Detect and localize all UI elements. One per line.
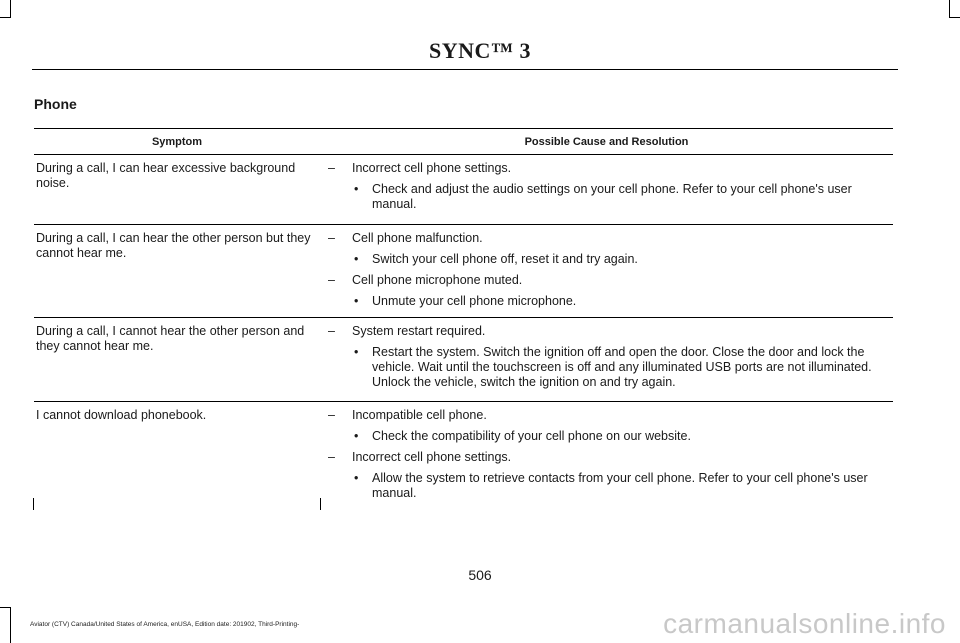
dash-marker: – xyxy=(328,161,335,175)
symptom-cell: During a call, I can hear the other person but they cannot hear me. xyxy=(36,231,311,260)
cause-text: System restart required. xyxy=(352,324,486,338)
resolution-item xyxy=(328,471,891,501)
resolution-text: Check and adjust the audio settings on your cell phone. Refer to your cell phone's user manual. xyxy=(372,182,852,211)
table-column-divider xyxy=(320,498,321,510)
watermark-logo: carmanualsonline.info xyxy=(663,608,946,639)
resolution-text: Allow the system to retrieve contacts from your cell phone. Refer to your cell phone's user manual. xyxy=(372,471,868,500)
page-header-title: SYNC™ 3 xyxy=(429,38,531,63)
bullet-marker: • xyxy=(354,471,359,485)
resolution-text: Check the compatibility of your cell phone on our website. xyxy=(372,429,691,443)
cause-item xyxy=(328,408,891,423)
dash-marker: – xyxy=(328,408,335,422)
cause-text: Incorrect cell phone settings. xyxy=(352,450,512,464)
dash-marker: – xyxy=(328,273,335,287)
column-header-cause: Possible Cause and Resolution xyxy=(524,135,689,148)
dash-marker: – xyxy=(328,324,335,338)
cause-text: Cell phone microphone muted. xyxy=(352,273,523,287)
resolution-item xyxy=(328,252,891,267)
crop-mark-top-right-v xyxy=(949,0,950,18)
resolution-text: Unmute your cell phone microphone. xyxy=(372,294,577,308)
bullet-marker: • xyxy=(354,345,359,359)
table-row xyxy=(34,155,893,225)
cause-text: Incompatible cell phone. xyxy=(352,408,487,422)
resolution-item xyxy=(328,182,891,212)
dash-marker: – xyxy=(328,450,335,464)
crop-mark-bottom-left-v xyxy=(10,607,11,643)
resolution-item xyxy=(328,345,891,390)
dash-marker: – xyxy=(328,231,335,245)
cause-text: Incorrect cell phone settings. xyxy=(352,161,512,175)
cause-item xyxy=(328,161,891,176)
section-title: Phone xyxy=(34,96,77,112)
cause-item xyxy=(328,273,891,288)
crop-mark-bottom-left-h xyxy=(0,607,11,608)
cause-cell xyxy=(320,402,893,502)
resolution-item xyxy=(328,294,891,309)
symptom-cell: I cannot download phonebook. xyxy=(36,408,207,422)
crop-mark-top-left-h xyxy=(0,17,11,18)
resolution-text: Switch your cell phone off, reset it and try again. xyxy=(372,252,638,266)
cause-cell xyxy=(320,318,893,401)
bullet-marker: • xyxy=(354,294,359,308)
bullet-marker: • xyxy=(354,429,359,443)
resolution-text: Restart the system. Switch the ignition off and open the door. Close the door and lock the vehicle. Wait until the touchscreen is off and any illuminated USB ports are not illuminated. Unlock the vehicle, switch the ignition on and try again. xyxy=(372,345,872,389)
bullet-marker: • xyxy=(354,182,359,196)
table-row xyxy=(34,402,893,502)
resolution-item xyxy=(328,429,891,444)
troubleshooting-table xyxy=(34,128,893,502)
table-row xyxy=(34,225,893,318)
footer-edition-text: Aviator (CTV) Canada/United States of America, enUSA, Edition date: 201902, Third-Printing- xyxy=(30,621,300,628)
cause-cell xyxy=(320,225,893,317)
bullet-marker: • xyxy=(354,252,359,266)
cause-text: Cell phone malfunction. xyxy=(352,231,483,245)
cause-item xyxy=(328,324,891,339)
table-header xyxy=(34,128,893,155)
column-header-symptom: Symptom xyxy=(151,135,203,148)
header-rule xyxy=(32,69,898,70)
symptom-cell: During a call, I cannot hear the other person and they cannot hear me. xyxy=(36,324,305,353)
table-left-border xyxy=(33,498,34,510)
cause-item xyxy=(328,450,891,465)
cause-cell xyxy=(320,155,893,224)
cause-item xyxy=(328,231,891,246)
crop-mark-top-right-h xyxy=(949,17,960,18)
table-row xyxy=(34,318,893,402)
crop-mark-top-left-v xyxy=(10,0,11,18)
symptom-cell: During a call, I can hear excessive background noise. xyxy=(36,161,296,190)
page-number: 506 xyxy=(468,567,492,583)
